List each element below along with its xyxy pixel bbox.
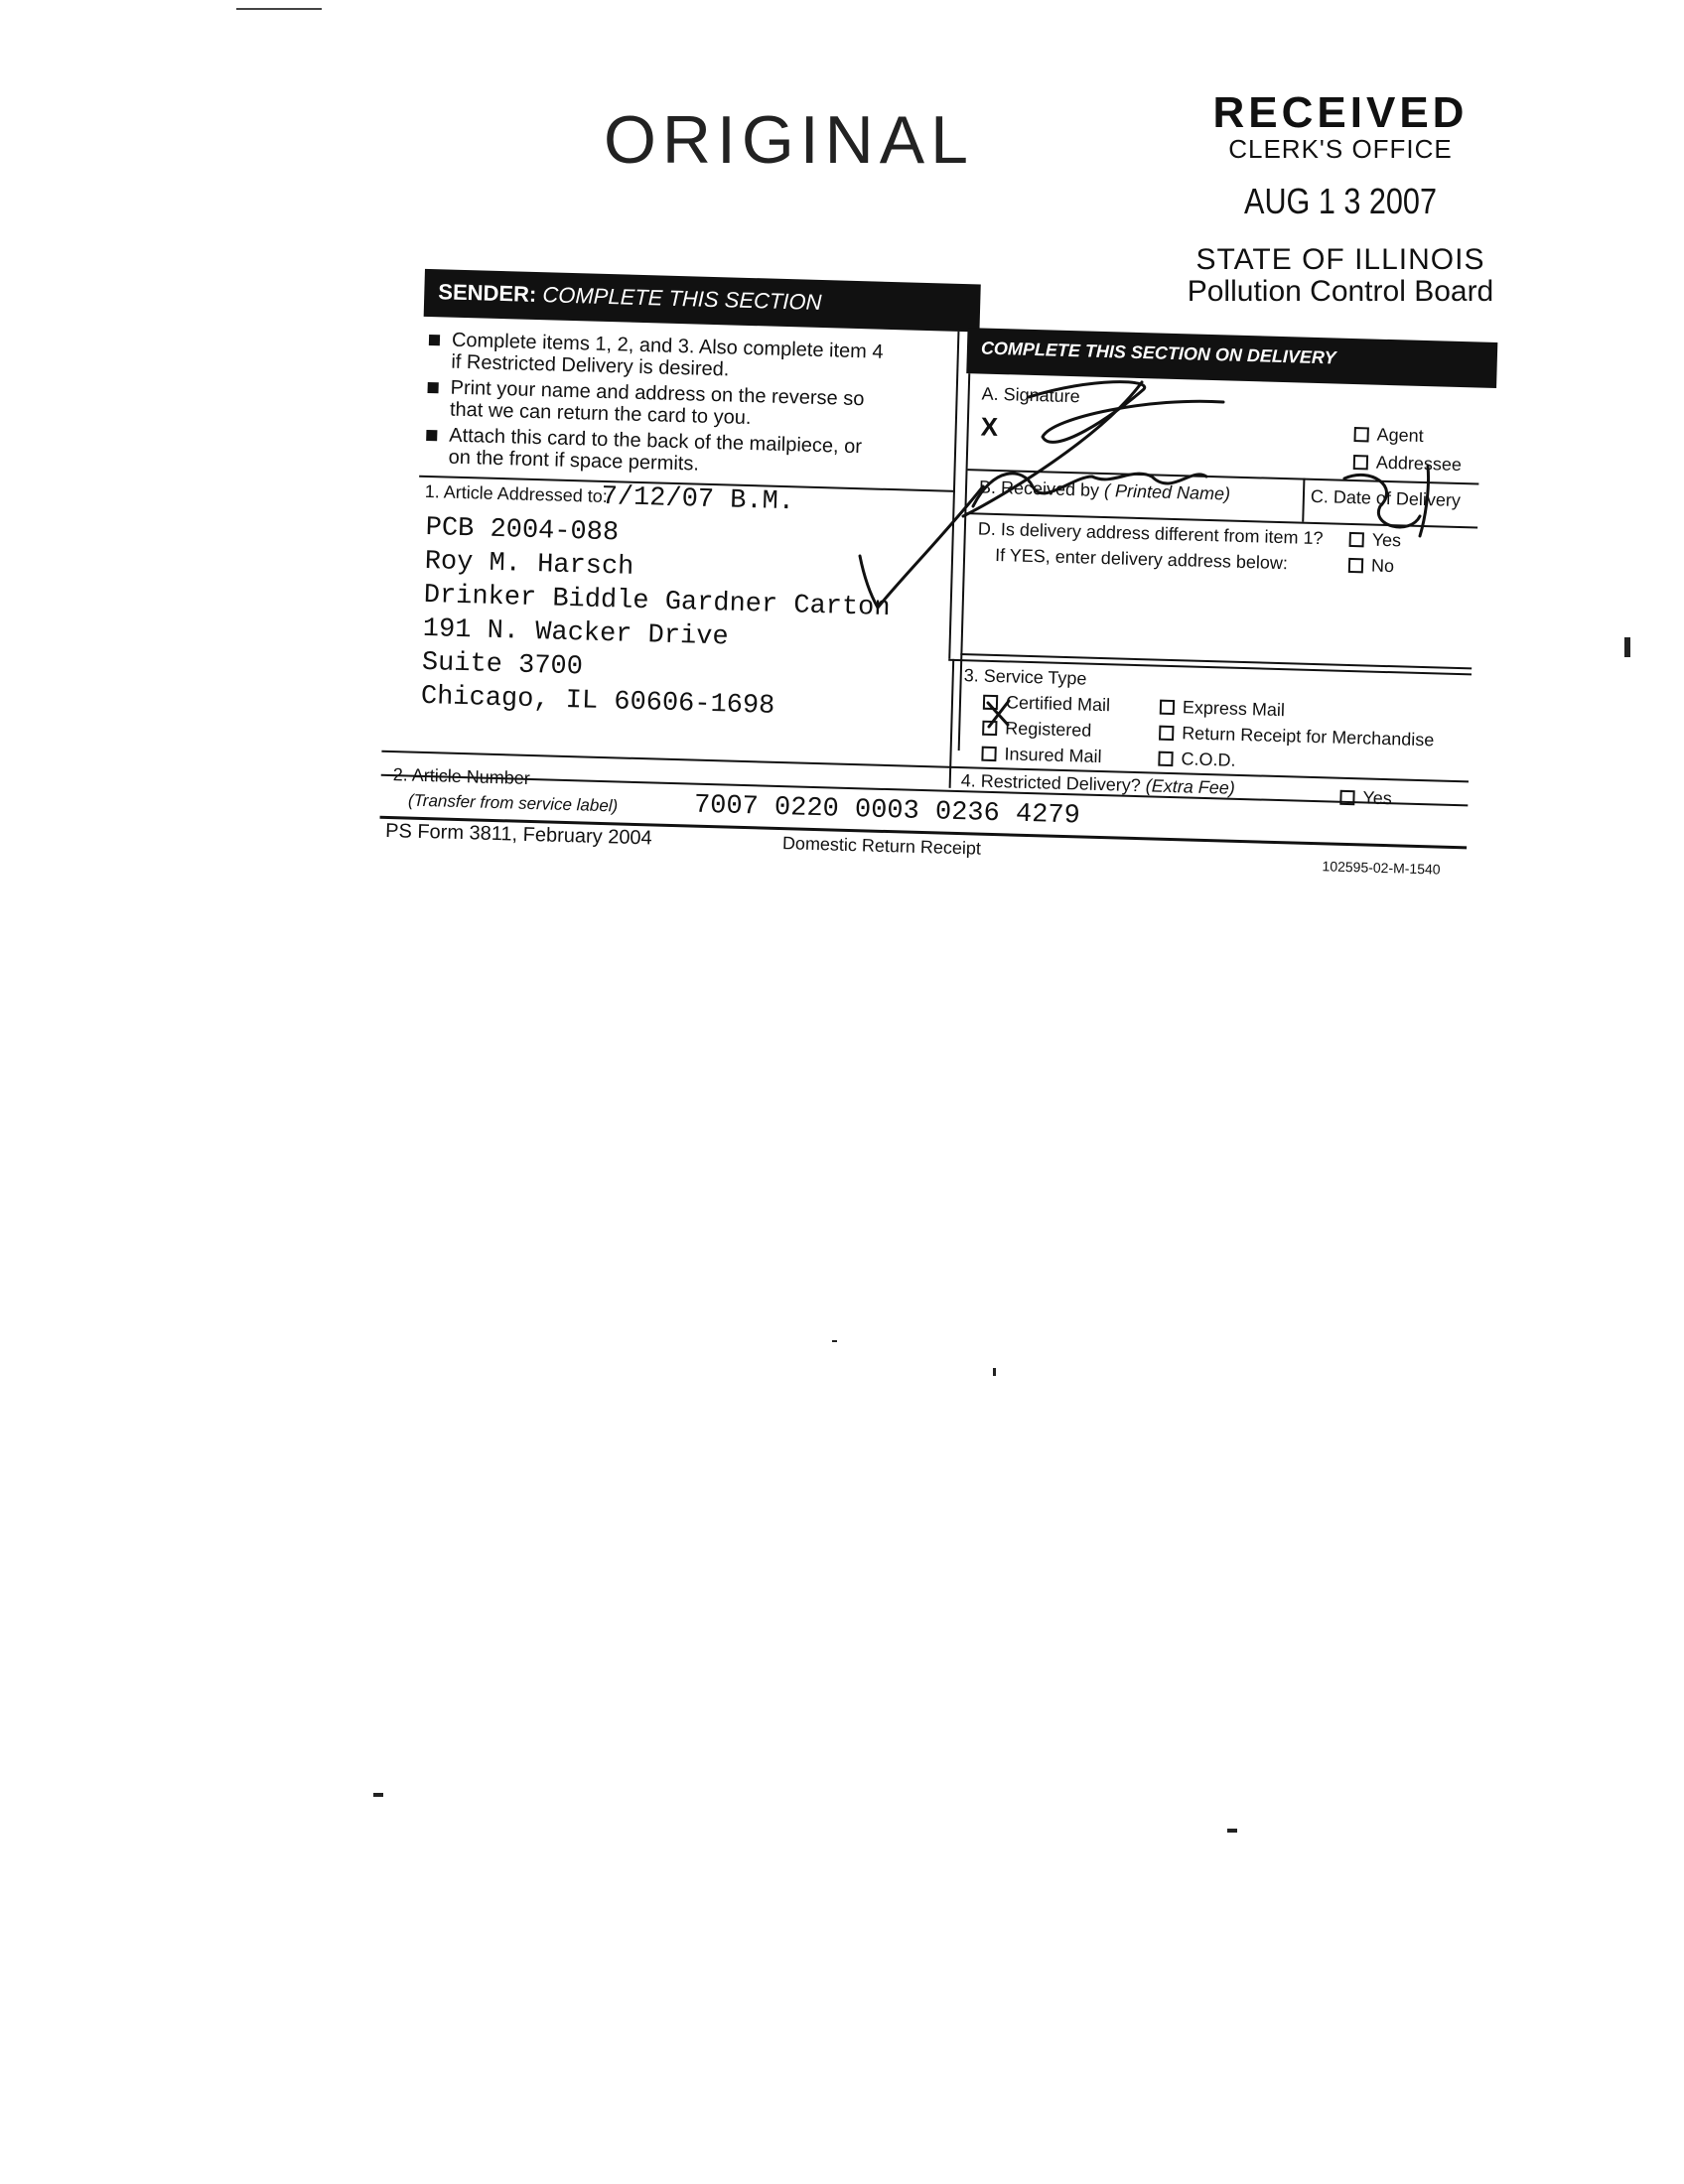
check-mark-icon: [860, 486, 983, 608]
certified-check-mark: [988, 701, 1009, 727]
service-type-label: 3. Service Type: [963, 665, 1087, 689]
form-code: 102595-02-M-1540: [1322, 858, 1441, 878]
delivery-no-option[interactable]: No: [1348, 555, 1395, 577]
service-option-insured[interactable]: Insured Mail: [981, 744, 1102, 767]
address-line: Roy M. Harsch: [424, 546, 634, 583]
received-text: RECEIVED: [1212, 88, 1469, 137]
sender-header-italic: COMPLETE THIS SECTION: [542, 282, 822, 316]
service-option-certified[interactable]: Certified Mail: [983, 692, 1111, 717]
board-text: Pollution Control Board: [1187, 275, 1494, 308]
article-number: 7007 0220 0003 0236 4279: [693, 790, 1081, 832]
address-line: PCB 2004-088: [425, 512, 620, 549]
instruction-bullet: Attach this card to the back of the mailpiece, or on the front if space permits.: [425, 424, 886, 480]
instruction-bullet: Print your name and address on the reverse so that we can return the card to you.: [427, 376, 888, 433]
address-line: Drinker Biddle Gardner Carton: [423, 580, 891, 624]
scan-speck: [832, 1340, 837, 1342]
signature-x: X: [980, 411, 999, 443]
scan-speck: [1624, 637, 1630, 657]
restricted-yes-option[interactable]: Yes: [1339, 787, 1392, 809]
date-scribble: [1420, 467, 1429, 536]
signature-scribble: [1029, 382, 1223, 443]
clerks-office-text: CLERK'S OFFICE: [1228, 134, 1453, 164]
form-number: PS Form 3811, February 2004: [384, 819, 653, 850]
form-title: Domestic Return Receipt: [781, 833, 982, 859]
address-line: Suite 3700: [421, 647, 584, 683]
scan-speck: [993, 1368, 996, 1376]
delivery-header: COMPLETE THIS SECTION ON DELIVERY: [966, 328, 1497, 388]
article-number-sublabel: (Transfer from service label): [407, 790, 619, 816]
instruction-bullet: Complete items 1, 2, and 3. Also complete item 4 if Restricted Delivery is desired.: [428, 329, 889, 385]
signature-label: A. Signature: [981, 383, 1081, 407]
scan-speck: [373, 1793, 383, 1797]
agent-option[interactable]: Agent: [1353, 424, 1424, 447]
address-line: Chicago, IL 60606-1698: [420, 681, 775, 722]
received-by-label: B. Received by ( Printed Name): [978, 477, 1231, 504]
signature-stroke: [963, 382, 1142, 516]
addressed-date: 7/12/07 B.M.: [601, 481, 795, 518]
service-option-registered[interactable]: Registered: [982, 718, 1092, 742]
addressee-option[interactable]: Addressee: [1353, 452, 1463, 476]
service-option-cod[interactable]: C.O.D.: [1158, 749, 1236, 771]
sender-header-bold: SENDER:: [438, 279, 537, 307]
article-number-label: 2. Article Number: [392, 764, 531, 788]
delivery-yes-option[interactable]: Yes: [1348, 529, 1401, 551]
scan-speck: [1227, 1829, 1237, 1833]
date-of-delivery-label: C. Date of Delivery: [1310, 485, 1462, 511]
service-option-express[interactable]: Express Mail: [1160, 697, 1286, 722]
state-text: STATE OF ILLINOIS: [1195, 243, 1485, 276]
article-addressed-label: 1. Article Addressed to:: [424, 480, 609, 507]
service-option-return-receipt[interactable]: Return Receipt for Merchandise: [1159, 723, 1435, 751]
date-scribble: [1344, 475, 1420, 527]
restricted-delivery-label: 4. Restricted Delivery? (Extra Fee): [960, 770, 1236, 798]
original-stamp: ORIGINAL: [604, 102, 974, 178]
delivery-address-question: D. Is delivery address different from item 1?: [977, 518, 1324, 549]
received-date: AUG 1 3 2007: [1244, 181, 1437, 221]
if-yes-label: If YES, enter delivery address below:: [994, 544, 1289, 574]
address-line: 191 N. Wacker Drive: [422, 614, 730, 653]
